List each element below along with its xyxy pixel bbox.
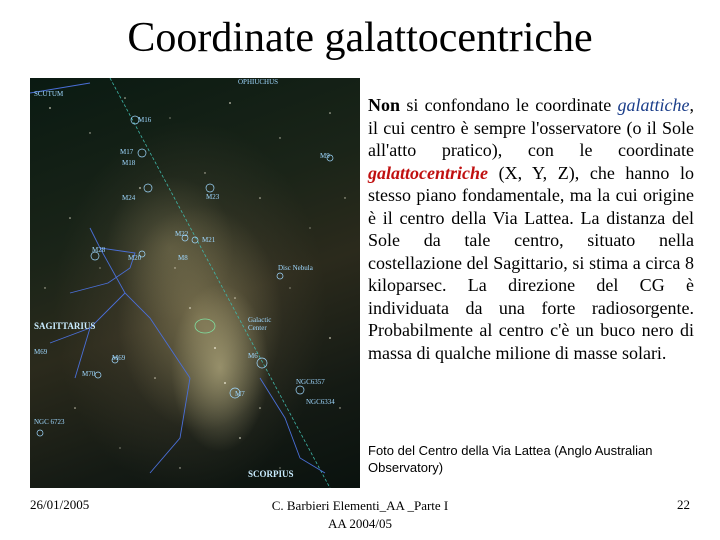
label-disc-nebula: Disc Nebula — [278, 264, 313, 272]
paragraph-text-1: si confondano le coordinate — [400, 95, 618, 115]
lead-word: Non — [368, 95, 401, 115]
label-galactic-center: Galactic Center — [248, 316, 272, 332]
label-m17: M17 — [120, 148, 134, 156]
label-m6: M6 — [248, 352, 258, 360]
milky-way-photo — [30, 78, 360, 488]
label-m54: M69 — [34, 348, 48, 356]
star-field — [44, 97, 345, 469]
label-m8: M8 — [178, 254, 188, 262]
label-m16: M16 — [138, 116, 152, 124]
label-m20: M20 — [128, 254, 142, 262]
footer-date: 26/01/2005 — [30, 497, 90, 512]
label-scorpius: SCORPIUS — [248, 469, 294, 479]
galactic-plane-line — [110, 78, 330, 488]
label-ngc6723: NGC 6723 — [34, 418, 65, 426]
label-m70: M70 — [82, 370, 96, 378]
paragraph-text-3: (X, Y, Z), che hanno lo stesso piano fondamentale, ma la cui origine è il centro della Via Lattea. La distanza del Sole da tale centro, situato nella costellazione del Sagittario, si stima a circa 8 kiloparsec. La direzione del CG è individuata da una forte radiosorgente. Probabilmente al centro c'è un buco nero di massa di qualche milione di masse solari. — [368, 162, 694, 363]
footer-author — [250, 497, 470, 533]
object-markers — [37, 116, 333, 436]
label-m9: M9 — [320, 152, 330, 160]
label-m7: M7 — [235, 390, 245, 398]
label-m28: M28 — [92, 246, 106, 254]
label-m23: M23 — [206, 193, 220, 201]
label-sagittarius: SAGITTARIUS — [34, 321, 96, 331]
label-m18: M18 — [122, 159, 136, 167]
label-m24: M24 — [122, 194, 136, 202]
term-galattiche: galattiche — [617, 95, 690, 115]
description-paragraph — [368, 94, 694, 364]
page-number: 22 — [677, 497, 690, 512]
label-ophiuchus: OPHIUCHUS — [238, 78, 279, 86]
label-m22: M22 — [175, 230, 189, 238]
photo-caption: Foto del Centro della Via Lattea (Anglo Australian Observatory) — [368, 443, 653, 475]
footer-author-line2: AA 2004/05 — [328, 516, 392, 531]
term-galattocentriche: galattocentriche — [368, 162, 488, 183]
label-scutum: SCUTUM — [34, 90, 64, 98]
label-m21: M21 — [202, 236, 216, 244]
label-ngc6357: NGC6357 — [296, 378, 325, 386]
galactic-center-marker — [195, 319, 215, 333]
footer-author-line1: C. Barbieri Elementi_AA _Parte I — [271, 498, 449, 513]
label-m69: M69 — [112, 354, 126, 362]
constellation-lines — [30, 83, 325, 473]
label-ngc6334: NGC6334 — [306, 398, 335, 406]
slide-title: Coordinate galattocentriche — [127, 15, 593, 61]
constellation-overlay — [30, 78, 360, 488]
paragraph-text-2: , il cui centro è sempre l'osservatore (o il Sole all'atto pratico), con le coordinate — [368, 95, 694, 160]
